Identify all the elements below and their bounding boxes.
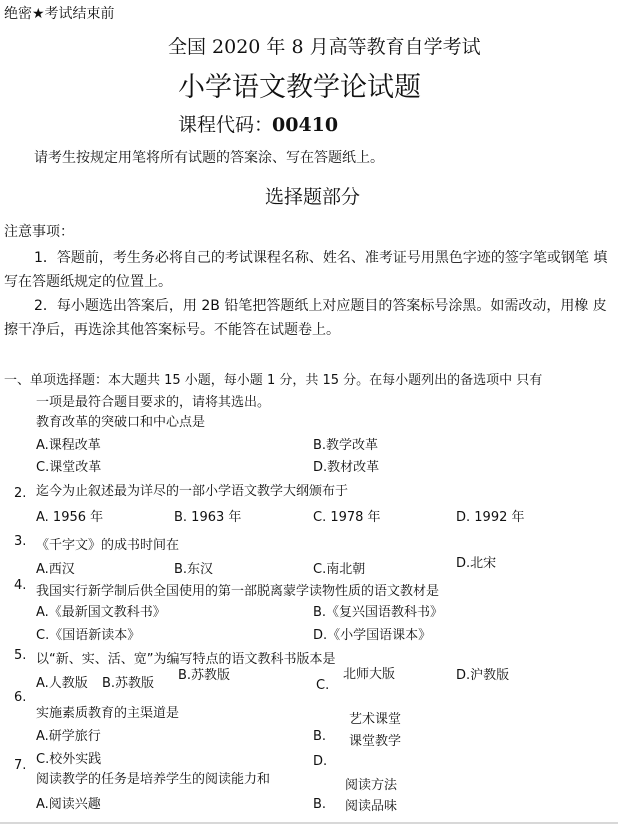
q5-option-d: D.沪教版	[456, 668, 510, 683]
q2-option-c: C. 1978 年	[313, 510, 381, 525]
q7-extra-option-text: 阅读品味	[345, 799, 398, 814]
q4-option-c: C.《国语新读本》	[36, 628, 141, 643]
q7-option-a: A.阅读兴趣	[36, 797, 101, 812]
q1-option-c: C.课堂改革	[36, 460, 102, 475]
q6-number: 6.	[14, 690, 27, 705]
answer-instruction: 请考生按规定用笔将所有试题的答案涂、写在答题纸上。	[34, 150, 384, 166]
notes-heading: 注意事项：	[4, 224, 74, 240]
q7-stem: 阅读教学的任务是培养学生的阅读能力和	[36, 772, 271, 787]
q5-option-b: B.苏教版	[102, 676, 155, 691]
q1-option-d: D.教材改革	[313, 460, 380, 475]
q7-option-b-text: 阅读方法	[345, 778, 398, 793]
q3-option-a: A.西汉	[36, 562, 75, 577]
course-code: 00410	[272, 114, 339, 136]
confidential-mark: 绝密★考试结束前	[4, 6, 115, 22]
q3-option-d: D.北宋	[456, 556, 497, 571]
q5-option-a: A.人教版	[36, 676, 88, 691]
q2-option-d: D. 1992 年	[456, 510, 525, 525]
q2-stem: 迄今为止叙述最为详尽的一部小学语文教学大纲颁布于	[36, 484, 349, 499]
part1-instruction-line-2: 一项是最符合题目要求的，请将其选出。	[36, 395, 271, 410]
q3-stem: 《千字文》的成书时间在	[36, 538, 180, 553]
q2-option-a: A. 1956 年	[36, 510, 104, 525]
part1-instruction-line-1: 一、单项选择题：本大题共 15 小题，每小题 1 分，共 15 分。在每小题列出的备选项中 只有	[4, 373, 543, 388]
q3-option-b: B.东汉	[174, 562, 214, 577]
q4-option-b: B.《复兴国语教科书》	[313, 605, 444, 620]
q6-option-d-letter: D.	[313, 754, 328, 769]
note-1-line-2: 写在答题纸规定的位置上。	[4, 274, 172, 290]
q1-option-a: A.课程改革	[36, 438, 101, 453]
q1-option-b: B.教学改革	[313, 438, 379, 453]
q6-stem: 实施素质教育的主渠道是	[36, 706, 180, 721]
q6-option-b-letter: B.	[313, 729, 327, 744]
q4-number: 4.	[14, 578, 27, 593]
q3-option-c: C.南北朝	[313, 562, 366, 577]
q5-option-c-text: 北师大版	[343, 667, 396, 682]
q3-number: 3.	[14, 534, 27, 549]
q5-stem: 以“新、实、活、宽”为编写特点的语文教科书版本是	[36, 652, 336, 667]
q2-number: 2.	[14, 486, 27, 501]
q6-option-a: A.研学旅行	[36, 729, 101, 744]
section-title: 选择题部分	[265, 186, 361, 208]
q4-option-d: D.《小学国语课本》	[313, 628, 432, 643]
course-code-label: 课程代码：	[178, 114, 274, 136]
q4-stem: 我国实行新学制后供全国使用的第一部脱离蒙学读物性质的语文教材是	[36, 584, 440, 599]
note-1-line-1: 1．答题前，考生务必将自己的考试课程名称、姓名、准考证号用黑色字迹的签字笔或钢笔 填	[34, 250, 608, 266]
exam-session-line: 全国 2020 年 8 月高等教育自学考试	[168, 36, 481, 58]
q7-option-b-letter: B.	[313, 797, 327, 812]
q1-stem: 教育改革的突破口和中心点是	[36, 415, 206, 430]
q5-option-b-duplicate: B.苏教版	[178, 668, 231, 683]
q6-option-b-text: 艺术课堂	[349, 712, 402, 727]
q5-number: 5.	[14, 648, 27, 663]
q6-option-c: C.校外实践	[36, 752, 102, 767]
q5-option-c-letter: C.	[316, 678, 330, 693]
note-2-line-2: 擦干净后，再选涂其他答案标号。不能答在试题卷上。	[4, 322, 340, 338]
note-2-line-1: 2．每小题选出答案后，用 2B 铅笔把答题纸上对应题目的答案标号涂黑。如需改动，用橡 皮	[34, 298, 607, 314]
q6-option-d-text: 课堂教学	[349, 734, 402, 749]
q4-option-a: A.《最新国文教科书》	[36, 605, 166, 620]
page-bottom-rule	[0, 822, 618, 824]
page-title: 小学语文教学论试题	[178, 72, 421, 103]
q7-number: 7.	[14, 758, 27, 773]
q2-option-b: B. 1963 年	[174, 510, 242, 525]
